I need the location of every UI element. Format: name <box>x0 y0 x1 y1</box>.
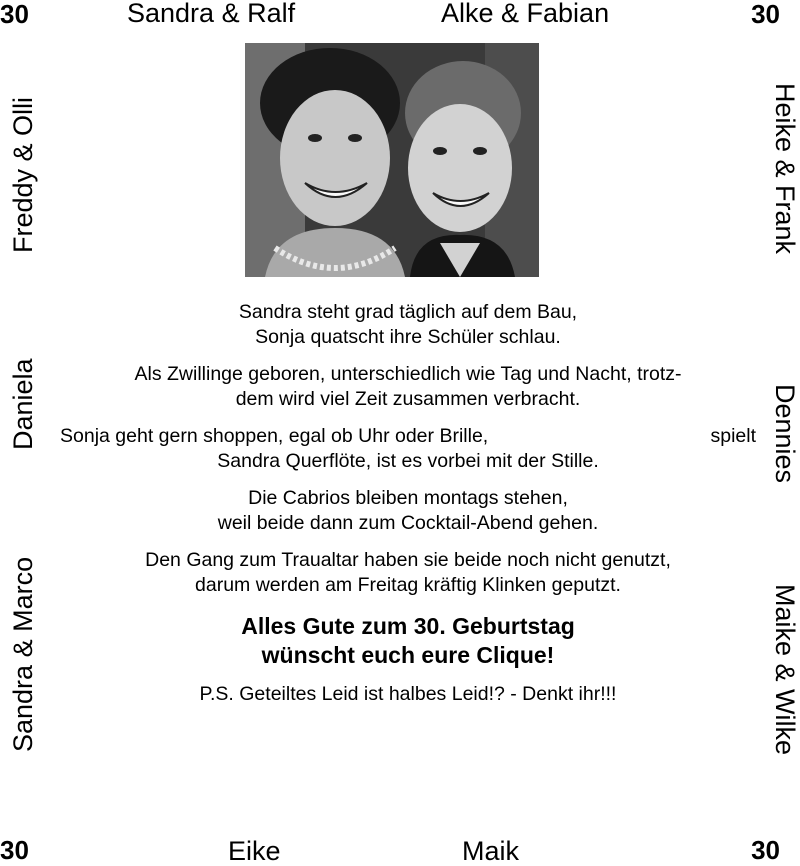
poem-line: Als Zwillinge geboren, unterschiedlich wie Tag und Nacht, trotz- <box>134 363 682 385</box>
poem-line: Sandra steht grad täglich auf dem Bau, <box>238 301 578 323</box>
top-name-2: Alke & Fabian <box>441 0 610 28</box>
poem-line: dem wird viel Zeit zusammen verbracht. <box>235 388 581 410</box>
poem-line-part: Sonja geht gern shoppen, egal ob Uhr oder Brille, <box>60 425 489 447</box>
portrait-photo <box>245 43 539 277</box>
greeting-line: wünscht euch eure Clique! <box>261 642 555 668</box>
poem-line: darum werden am Freitag kräftig Klinken geputzt. <box>195 574 621 596</box>
stanza-2 <box>58 362 758 412</box>
poem-line: Den Gang zum Traualtar haben sie beide noch nicht genutzt, <box>145 549 671 571</box>
right-name-2: Dennies <box>770 384 800 484</box>
right-name-3: Maike & Wilke <box>770 584 800 756</box>
birthday-greeting <box>58 612 758 670</box>
postscript: P.S. Geteiltes Leid ist halbes Leid!? - Denkt ihr!!! <box>199 683 617 705</box>
stanza-4 <box>58 486 758 536</box>
corner-number-top-right: 30 <box>751 0 780 29</box>
poem-line: weil beide dann zum Cocktail-Abend gehen. <box>217 512 599 534</box>
poem-line: Sandra Querflöte, ist es vorbei mit der Stille. <box>217 450 599 472</box>
bottom-name-1: Eike <box>228 836 281 866</box>
corner-number-top-left: 30 <box>0 0 29 29</box>
greeting-line: Alles Gute zum 30. Geburtstag <box>241 613 575 639</box>
stanza-3 <box>58 424 758 474</box>
bottom-name-2: Maik <box>462 836 520 866</box>
poem-line-justified <box>60 424 756 449</box>
left-name-2: Daniela <box>8 358 38 450</box>
corner-number-bottom-right: 30 <box>751 835 780 865</box>
top-name-1: Sandra & Ralf <box>127 0 296 28</box>
stanza-5 <box>58 548 758 598</box>
poem <box>58 300 758 707</box>
poem-line-part: spielt <box>710 425 756 447</box>
poem-line: Sonja quatscht ihre Schüler schlau. <box>255 326 561 348</box>
left-name-3: Sandra & Marco <box>8 556 38 752</box>
stanza-1 <box>58 300 758 350</box>
corner-number-bottom-left: 30 <box>0 835 29 865</box>
left-name-1: Freddy & Olli <box>8 96 38 253</box>
poem-line: Die Cabrios bleiben montags stehen, <box>248 487 568 509</box>
right-name-1: Heike & Frank <box>770 83 800 255</box>
